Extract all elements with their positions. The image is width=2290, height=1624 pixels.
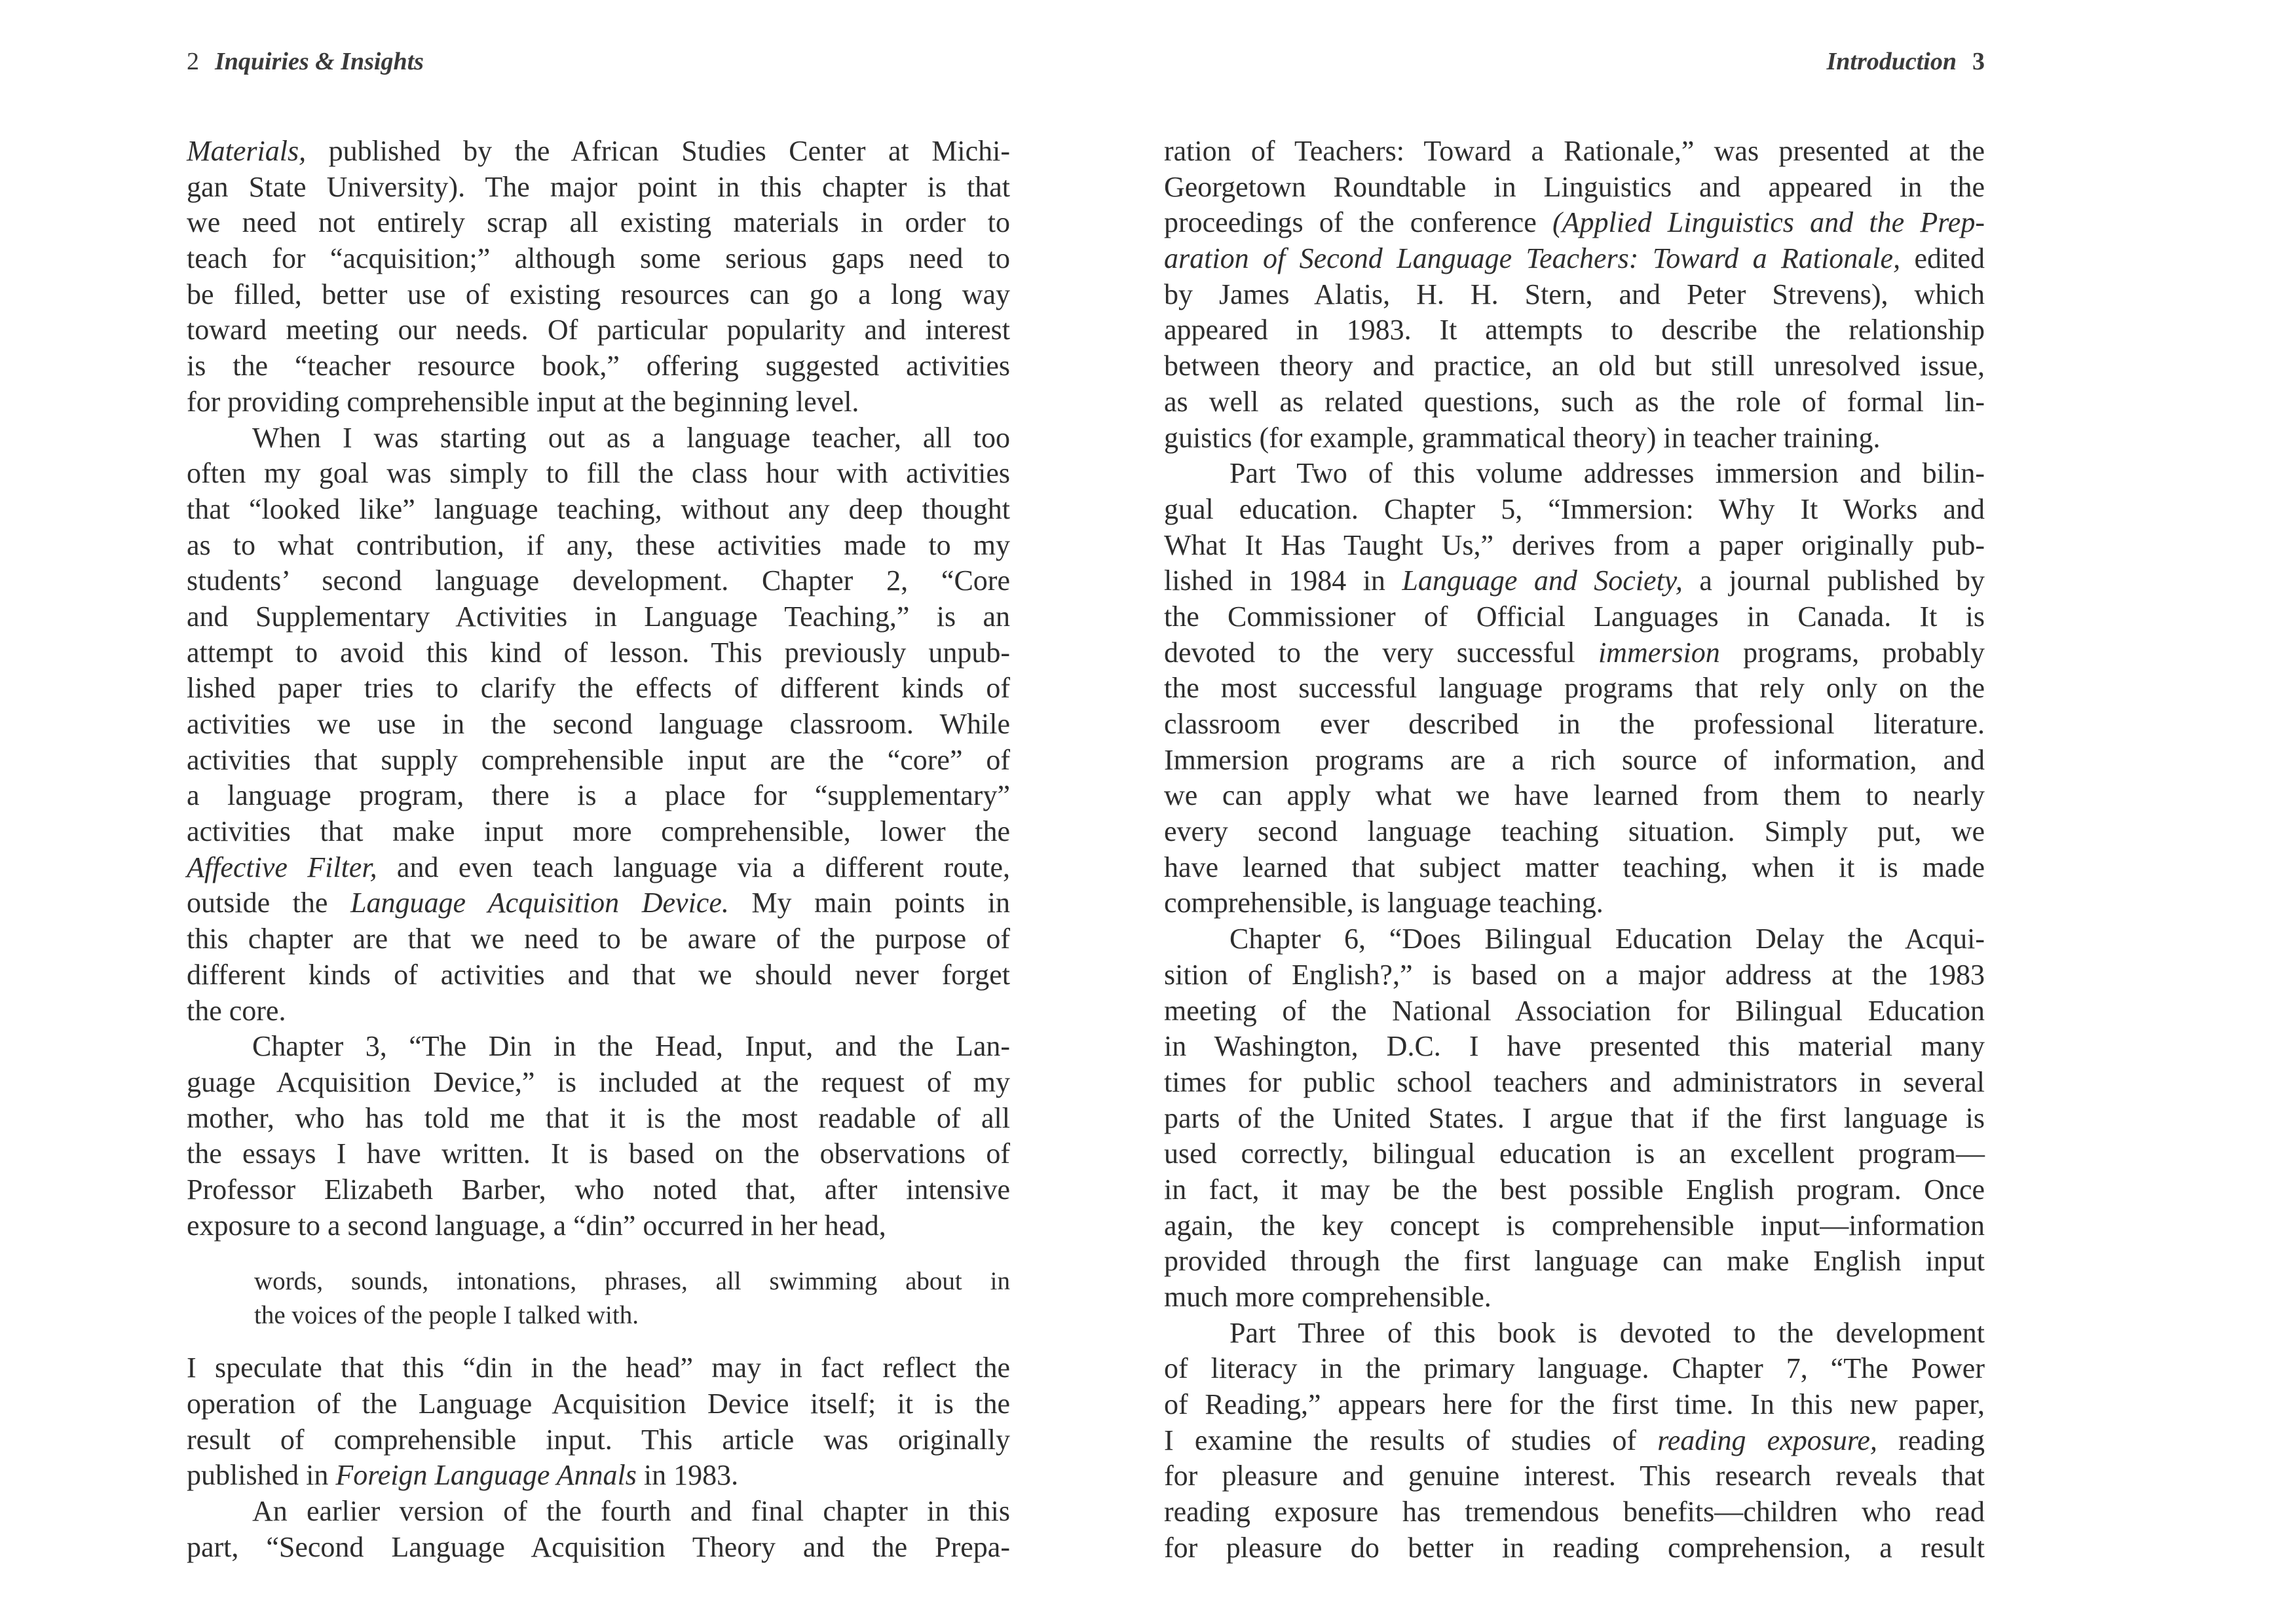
text-segment: My main points in [728, 887, 1010, 919]
text-segment: different kinds of activities and that we should never forget [187, 958, 1010, 991]
text-segment: sition of English?,” is based on a major address at the 1983 [1164, 958, 1985, 991]
text-segment: Chapter 3, “The Din in the Head, Input, and the Lan- [252, 1030, 1010, 1063]
text-segment: for pleasure do better in reading comprehension, a result [1164, 1531, 1985, 1564]
book-title: Inquiries & Insights [215, 48, 424, 75]
paragraph [187, 1029, 1010, 1244]
text-line [187, 348, 1010, 384]
text-line [187, 1065, 1010, 1101]
text-segment: outside the [187, 887, 350, 919]
text-segment: reading exposure has tremendous benefits—children who read [1164, 1496, 1985, 1528]
text-segment: be filled, better use of existing resources can go a long way [187, 278, 1010, 310]
text-segment: words, sounds, intonations, phrases, all swimming about in [254, 1267, 1010, 1296]
text-line [1164, 1458, 1985, 1494]
paragraph [187, 420, 1010, 1029]
text-segment: Part Two of this volume addresses immersion and bilin- [1229, 457, 1985, 490]
paragraph [187, 1494, 1010, 1565]
text-segment: operation of the Language Acquisition Device itself; it is the [187, 1388, 1010, 1420]
text-segment: for providing comprehensible input at the beginning level. [187, 385, 859, 418]
text-line [1164, 814, 1985, 850]
text-line [1164, 1387, 1985, 1423]
text-line [187, 814, 1010, 850]
text-line [1164, 921, 1985, 957]
page-number-left: 2 [187, 48, 199, 75]
text-segment: proceedings of the conference [1164, 206, 1552, 239]
paragraph [1164, 1316, 1985, 1566]
text-line [187, 921, 1010, 957]
text-segment: activities we use in the second language classroom. While [187, 708, 1010, 740]
text-line [1164, 599, 1985, 635]
text-segment: of Reading,” appears here for the first time. In this new paper, [1164, 1388, 1985, 1421]
text-segment: exposure to a second language, a “din” occurred in her head, [187, 1209, 886, 1242]
text-line [187, 456, 1010, 492]
italic-text: aration of Second Language Teachers: Toward a Rationale, [1164, 242, 1901, 275]
text-segment: published by the African Studies Center at Michi- [306, 135, 1010, 167]
text-segment: result of comprehensible input. This article was originally [187, 1423, 1010, 1456]
text-segment: the essays I have written. It is based on the observations of [187, 1137, 1010, 1170]
text-segment: a journal published by [1682, 564, 1985, 597]
text-segment: as well as related questions, such as the role of formal lin- [1164, 385, 1985, 418]
text-segment: meeting of the National Association for Bilingual Education [1164, 994, 1985, 1027]
text-segment: the most successful language programs that rely only on the [1164, 672, 1985, 705]
text-line [1164, 1280, 1985, 1316]
text-line [254, 1299, 1010, 1333]
text-line [187, 1494, 1010, 1530]
text-line [1164, 384, 1985, 420]
text-line [1164, 1172, 1985, 1208]
text-line [1164, 993, 1985, 1029]
text-segment: mother, who has told me that it is the most readable of all [187, 1101, 1010, 1134]
text-line [1164, 456, 1985, 492]
text-line [187, 743, 1010, 779]
text-line [1164, 957, 1985, 993]
text-line [1164, 1244, 1985, 1280]
text-segment: the core. [187, 994, 286, 1027]
text-line [1164, 1423, 1985, 1459]
text-line [1164, 1316, 1985, 1352]
text-line [187, 1172, 1010, 1208]
text-segment: every second language teaching situation. Simply put, we [1164, 815, 1985, 848]
text-line [187, 492, 1010, 528]
text-segment: activities that make input more comprehensible, lower the [187, 815, 1010, 848]
text-line [1164, 563, 1985, 599]
text-line [1164, 1029, 1985, 1065]
text-line [187, 993, 1010, 1029]
text-segment: and Supplementary Activities in Language Teaching,” is an [187, 600, 1010, 633]
text-segment: classroom ever described in the professional literature. [1164, 708, 1985, 740]
text-segment: times for public school teachers and administrators in several [1164, 1065, 1985, 1098]
chapter-title: Introduction [1826, 48, 1957, 75]
text-line [187, 241, 1010, 277]
text-line [187, 707, 1010, 743]
text-segment: Chapter 6, “Does Bilingual Education Delay the Acqui- [1229, 923, 1985, 955]
text-line [1164, 885, 1985, 921]
italic-text: Language and Society, [1402, 564, 1683, 597]
text-line [1164, 241, 1985, 277]
text-segment: lished paper tries to clarify the effects of different kinds of [187, 672, 1010, 705]
text-segment: in 1983. [636, 1459, 739, 1492]
text-segment: Professor Elizabeth Barber, who noted that, after intensive [187, 1173, 1010, 1206]
text-line [187, 205, 1010, 241]
text-line [1164, 743, 1985, 779]
text-line [1164, 492, 1985, 528]
text-line [187, 599, 1010, 635]
text-line [187, 1458, 1010, 1494]
text-segment: in Washington, D.C. I have presented this material many [1164, 1030, 1985, 1063]
text-line [1164, 1136, 1985, 1172]
text-line [1164, 1208, 1985, 1244]
text-segment: of literacy in the primary language. Chapter 7, “The Power [1164, 1352, 1985, 1385]
text-line [1164, 170, 1985, 206]
text-line [187, 850, 1010, 886]
text-segment: again, the key concept is comprehensible input—information [1164, 1209, 1985, 1242]
text-line [187, 1530, 1010, 1566]
text-line [1164, 1065, 1985, 1101]
text-line [187, 1386, 1010, 1422]
text-segment: Part Three of this book is devoted to the development [1229, 1316, 1985, 1349]
text-line [187, 885, 1010, 921]
text-segment: the Commissioner of Official Languages in Canada. It is [1164, 600, 1985, 633]
text-segment: teach for “acquisition;” although some serious gaps need to [187, 242, 1010, 275]
text-segment: edited [1900, 242, 1985, 275]
text-line [187, 635, 1010, 671]
text-line [1164, 1351, 1985, 1387]
text-line [1164, 205, 1985, 241]
text-segment: by James Alatis, H. H. Stern, and Peter Strevens), which [1164, 278, 1985, 310]
text-segment: published in [187, 1459, 336, 1492]
text-line [1164, 1530, 1985, 1566]
text-segment: lished in 1984 in [1164, 564, 1402, 597]
text-line [187, 170, 1010, 206]
text-line [1164, 1101, 1985, 1137]
text-line [1164, 420, 1985, 456]
text-line [1164, 850, 1985, 886]
text-segment: the voices of the people I talked with. [254, 1301, 639, 1329]
text-segment: ration of Teachers: Toward a Rationale,” was presented at the [1164, 135, 1985, 167]
text-segment: comprehensible, is language teaching. [1164, 887, 1604, 919]
text-segment: activities that supply comprehensible input are the “core” of [187, 743, 1010, 776]
text-line [1164, 778, 1985, 814]
text-segment: for pleasure and genuine interest. This research reveals that [1164, 1460, 1985, 1492]
text-segment: parts of the United States. I argue that if the first language is [1164, 1101, 1985, 1134]
text-segment: What It Has Taught Us,” derives from a paper originally pub- [1164, 528, 1985, 561]
text-segment: Immersion programs are a rich source of information, and [1164, 743, 1985, 776]
text-line [187, 957, 1010, 993]
paragraph [187, 1350, 1010, 1494]
text-segment: part, “Second Language Acquisition Theory and the Prepa- [187, 1530, 1010, 1563]
text-segment: this chapter are that we need to be aware of the purpose of [187, 923, 1010, 955]
text-line [187, 1422, 1010, 1458]
text-line [1164, 707, 1985, 743]
text-line [187, 1101, 1010, 1137]
left-page-body [187, 134, 1010, 1565]
text-line [187, 671, 1010, 707]
text-segment: is the “teacher resource book,” offering suggested activities [187, 350, 1010, 382]
text-line [187, 563, 1010, 599]
italic-text: immersion [1598, 636, 1720, 669]
text-segment: When I was starting out as a language teacher, all too [252, 421, 1010, 454]
text-segment: An earlier version of the fourth and final chapter in this [252, 1495, 1010, 1528]
text-line [187, 134, 1010, 170]
italic-text: Foreign Language Annals [335, 1459, 637, 1492]
text-line [187, 1029, 1010, 1065]
italic-text: reading exposure, [1657, 1424, 1877, 1456]
text-segment: reading [1877, 1424, 1985, 1456]
text-segment: we need not entirely scrap all existing materials in order to [187, 206, 1010, 239]
text-segment: guistics (for example, grammatical theory) in teacher training. [1164, 421, 1881, 454]
text-segment: in fact, it may be the best possible English program. Once [1164, 1173, 1985, 1206]
text-segment: I examine the results of studies of [1164, 1424, 1658, 1456]
text-line [1164, 528, 1985, 564]
text-segment: appeared in 1983. It attempts to describe the relationship [1164, 314, 1985, 346]
text-line [1164, 312, 1985, 348]
text-segment: that “looked like” language teaching, without any deep thought [187, 492, 1010, 525]
text-line [187, 1350, 1010, 1386]
text-segment: devoted to the very successful [1164, 636, 1598, 669]
text-segment: we can apply what we have learned from them to nearly [1164, 779, 1985, 812]
text-line [187, 420, 1010, 456]
text-segment: programs, probably [1719, 636, 1985, 669]
text-segment: have learned that subject matter teaching, when it is made [1164, 851, 1985, 883]
text-segment: and even teach language via a different route, [377, 851, 1010, 883]
text-line [1164, 671, 1985, 707]
text-line [1164, 635, 1985, 671]
text-segment: provided through the first language can make English input [1164, 1245, 1985, 1278]
text-line [1164, 277, 1985, 313]
text-segment: much more comprehensible. [1164, 1281, 1492, 1313]
text-line [187, 1208, 1010, 1244]
text-segment: gan State University). The major point in this chapter is that [187, 170, 1010, 203]
text-segment: attempt to avoid this kind of lesson. This previously unpub- [187, 636, 1010, 669]
italic-text: Materials, [187, 135, 307, 167]
text-segment: Georgetown Roundtable in Linguistics and appeared in the [1164, 170, 1985, 203]
text-line [187, 1136, 1010, 1172]
paragraph [1164, 456, 1985, 921]
text-segment: I speculate that this “din in the head” may in fact reflect the [187, 1352, 1010, 1384]
text-segment: gual education. Chapter 5, “Immersion: Why It Works and [1164, 492, 1985, 525]
text-segment: guage Acquisition Device,” is included at the request of my [187, 1065, 1010, 1098]
italic-text: Language Acquisition Device. [350, 887, 729, 919]
block-quote [187, 1264, 1010, 1332]
right-page-body [1164, 134, 1985, 1566]
text-segment: as to what contribution, if any, these activities made to my [187, 528, 1010, 561]
paragraph [187, 134, 1010, 420]
text-line [187, 384, 1010, 420]
text-segment: toward meeting our needs. Of particular popularity and interest [187, 314, 1010, 346]
paragraph [1164, 921, 1985, 1316]
text-line [187, 778, 1010, 814]
italic-text: (Applied Linguistics and the Prep- [1552, 206, 1985, 239]
text-segment: between theory and practice, an old but still unresolved issue, [1164, 350, 1985, 382]
text-line [1164, 134, 1985, 170]
text-line [1164, 1494, 1985, 1530]
text-line [187, 277, 1010, 313]
text-line [187, 528, 1010, 564]
italic-text: Affective Filter, [187, 851, 377, 883]
page-number-right: 3 [1972, 48, 1985, 75]
text-segment: often my goal was simply to fill the class hour with activities [187, 457, 1010, 490]
paragraph [1164, 134, 1985, 456]
text-line [254, 1264, 1010, 1299]
right-running-head [1826, 47, 1985, 76]
left-running-head [187, 47, 424, 76]
text-line [187, 312, 1010, 348]
text-segment: students’ second language development. Chapter 2, “Core [187, 564, 1010, 597]
text-segment: a language program, there is a place for “supplementary” [187, 779, 1010, 812]
text-segment: used correctly, bilingual education is an excellent program— [1164, 1137, 1985, 1170]
text-line [1164, 348, 1985, 384]
